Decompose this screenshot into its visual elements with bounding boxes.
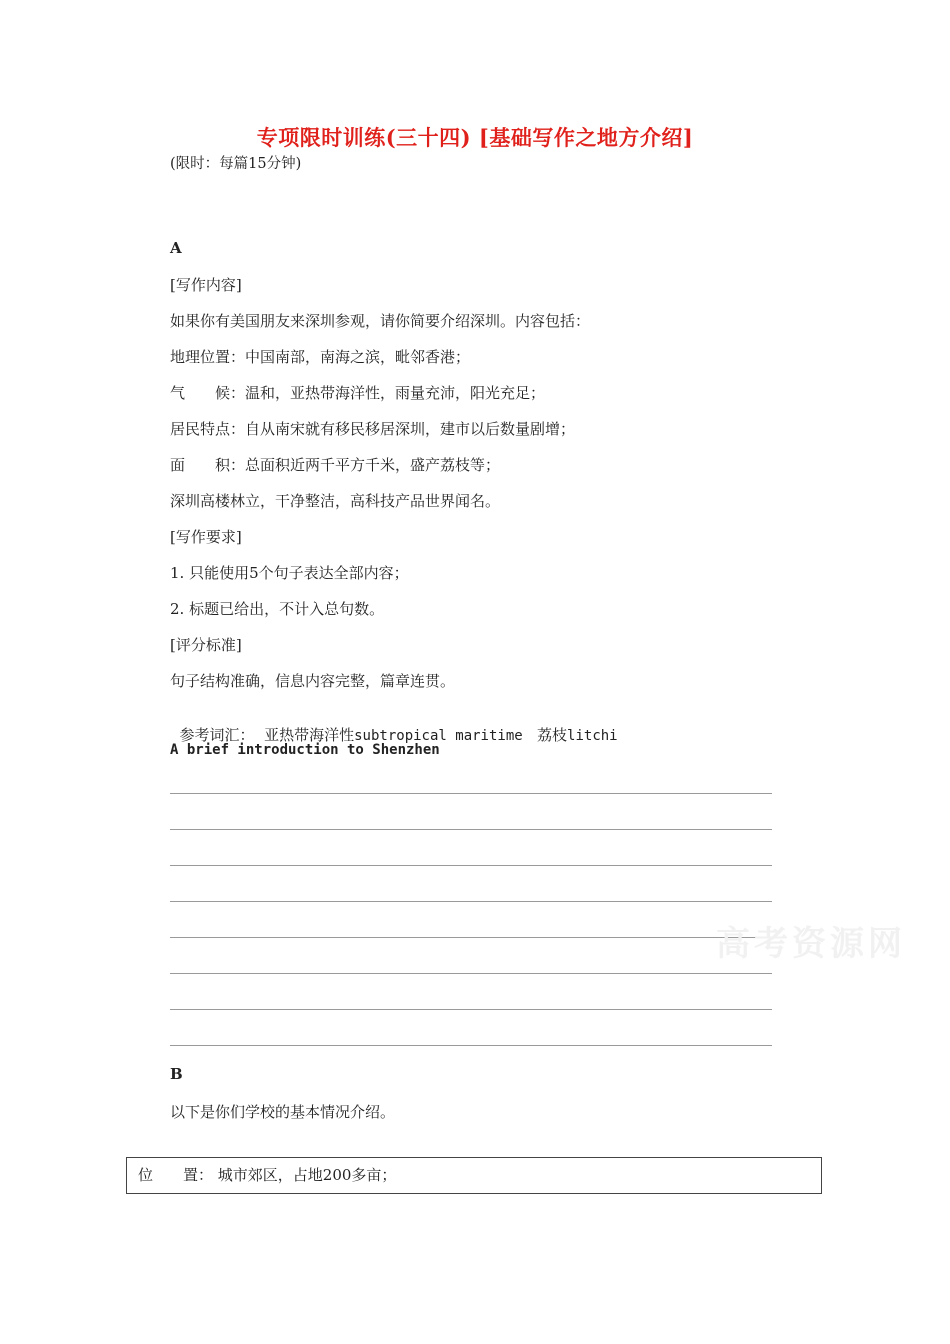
table-row-location — [138, 1164, 396, 1185]
section-b-label: B — [170, 1065, 183, 1083]
requirement-2: 2. 标题已给出，不计入总句数。 — [170, 600, 385, 618]
vocab-en-2: litchi — [567, 728, 618, 744]
requirement-1: 1. 只能使用5个句子表达全部内容； — [170, 564, 409, 582]
vocab-en-1: subtropical maritime — [354, 728, 523, 744]
table-row-label: 位 置： — [138, 1166, 214, 1184]
watermark: 高考资源网 — [716, 924, 906, 964]
page-title: 专项限时训练(三十四) [基础写作之地方介绍] — [256, 125, 694, 150]
answer-line — [170, 901, 772, 902]
vocab-label: 参考词汇： — [179, 726, 255, 744]
answer-line — [170, 865, 772, 866]
vocab-line — [170, 706, 618, 745]
writing-content-heading: [写作内容] — [170, 276, 242, 294]
residents: 居民特点：自从南宋就有移民移居深圳，建市以后数量剧增； — [170, 420, 576, 438]
requirements-heading: [写作要求] — [170, 528, 242, 546]
answer-line — [170, 1045, 772, 1046]
answer-line — [170, 973, 772, 974]
geo-location: 地理位置：中国南部，南海之滨，毗邻香港； — [170, 348, 471, 366]
vocab-cn-1: 亚热带海洋性 — [264, 726, 355, 744]
section-b-intro: 以下是你们学校的基本情况介绍。 — [170, 1103, 396, 1121]
answer-line — [170, 829, 772, 830]
scoring-text: 句子结构准确，信息内容完整，篇章连贯。 — [170, 672, 456, 690]
school-info-table — [126, 1157, 822, 1194]
area: 面 积：总面积近两千平方千米，盛产荔枝等； — [170, 456, 501, 474]
section-a-label: A — [170, 239, 182, 257]
climate: 气 候：温和，亚热带海洋性，雨量充沛，阳光充足； — [170, 384, 546, 402]
scoring-heading: [评分标准] — [170, 636, 242, 654]
answer-line — [170, 1009, 772, 1010]
answer-line — [170, 793, 772, 794]
prompt-intro: 如果你有美国朋友来深圳参观，请你简要介绍深圳。内容包括： — [170, 312, 591, 330]
time-limit: (限时：每篇15分钟) — [170, 156, 302, 172]
essay-title: A brief introduction to Shenzhen — [170, 742, 440, 758]
answer-line — [170, 937, 772, 938]
table-row-value: 城市郊区，占地200多亩； — [217, 1166, 397, 1184]
vocab-cn-2: 荔枝 — [537, 726, 568, 744]
buildings: 深圳高楼林立，干净整洁，高科技产品世界闻名。 — [170, 492, 501, 510]
